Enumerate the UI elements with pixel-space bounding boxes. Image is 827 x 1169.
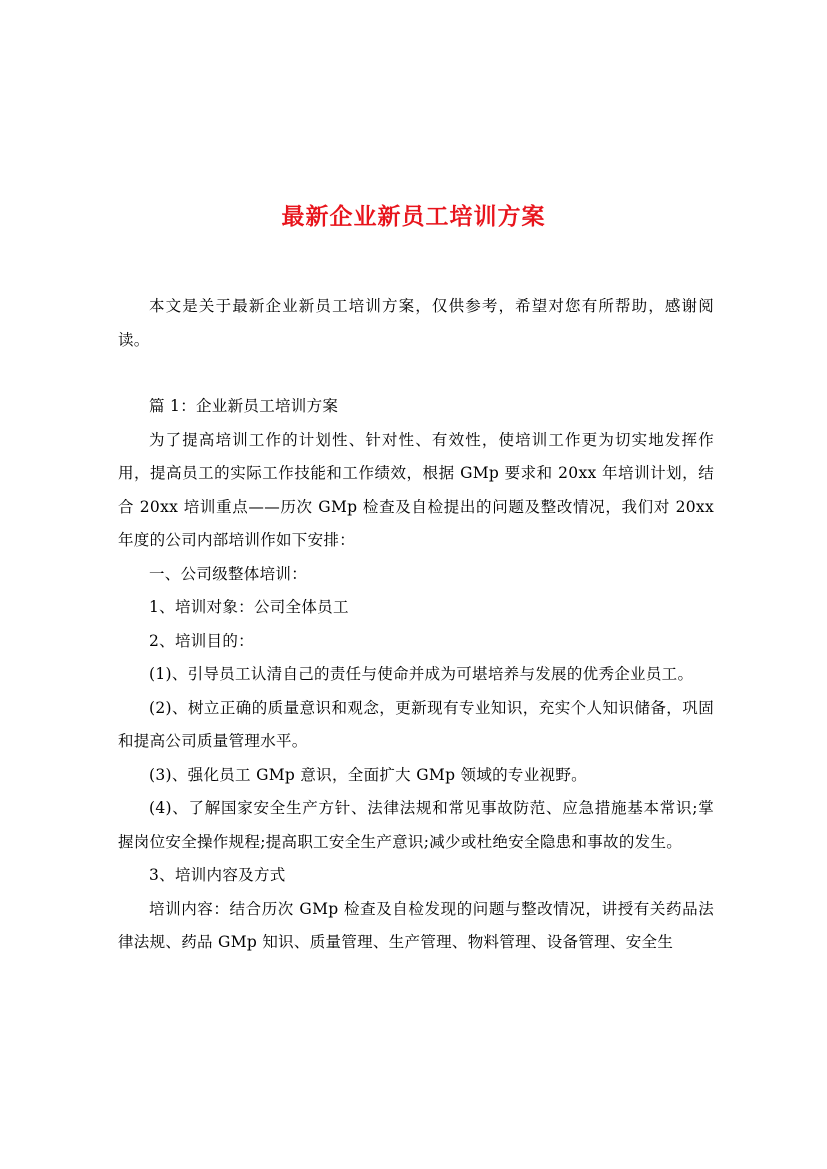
section-heading-part-1: 篇 1：企业新员工培训方案 <box>149 397 339 415</box>
document-body <box>118 290 714 960</box>
training-target-item: 1、培训对象：公司全体员工 <box>149 598 349 616</box>
goal-item-2: (2)、树立正确的质量意识和观念，更新现有专业知识，充实个人知识储备，巩固和提高公司质量管理水平。 <box>118 698 714 750</box>
training-content-paragraph: 培训内容：结合历次 GMp 检查及自检发现的问题与整改情况，讲授有关药品法律法规、药品 GMp 知识、质量管理、生产管理、物料管理、设备管理、安全生 <box>118 899 714 951</box>
training-goal-heading: 2、培训目的： <box>149 631 254 650</box>
training-content-heading: 3、培训内容及方式 <box>149 866 286 884</box>
purpose-paragraph: 为了提高培训工作的计划性、针对性、有效性，使培训工作更为切实地发挥作用，提高员工的实际工作技能和工作绩效，根据 GMp 要求和 20xx 年培训计划，结合 20xx 培训重点——历次 GMp 检查及自检提出的问题及整改情况，我们对 20xx 年度的公司内部培训作如下安排： <box>118 430 714 549</box>
goal-item-4: (4)、了解国家安全生产方针、法律法规和常见事故防范、应急措施基本常识;掌握岗位安全操作规程;提高职工安全生产意识;减少或杜绝安全隐患和事故的发生。 <box>118 799 714 851</box>
intro-paragraph: 本文是关于最新企业新员工培训方案，仅供参考，希望对您有所帮助，感谢阅读。 <box>118 297 714 349</box>
goal-item-1: (1)、引导员工认清自己的责任与使命并成为可堪培养与发展的优秀企业员工。 <box>149 665 694 683</box>
document-title: 最新企业新员工培训方案 <box>281 203 546 230</box>
company-training-heading: 一、公司级整体培训： <box>149 564 308 583</box>
goal-item-3: (3)、强化员工 GMp 意识，全面扩大 GMp 领域的专业视野。 <box>149 765 587 784</box>
